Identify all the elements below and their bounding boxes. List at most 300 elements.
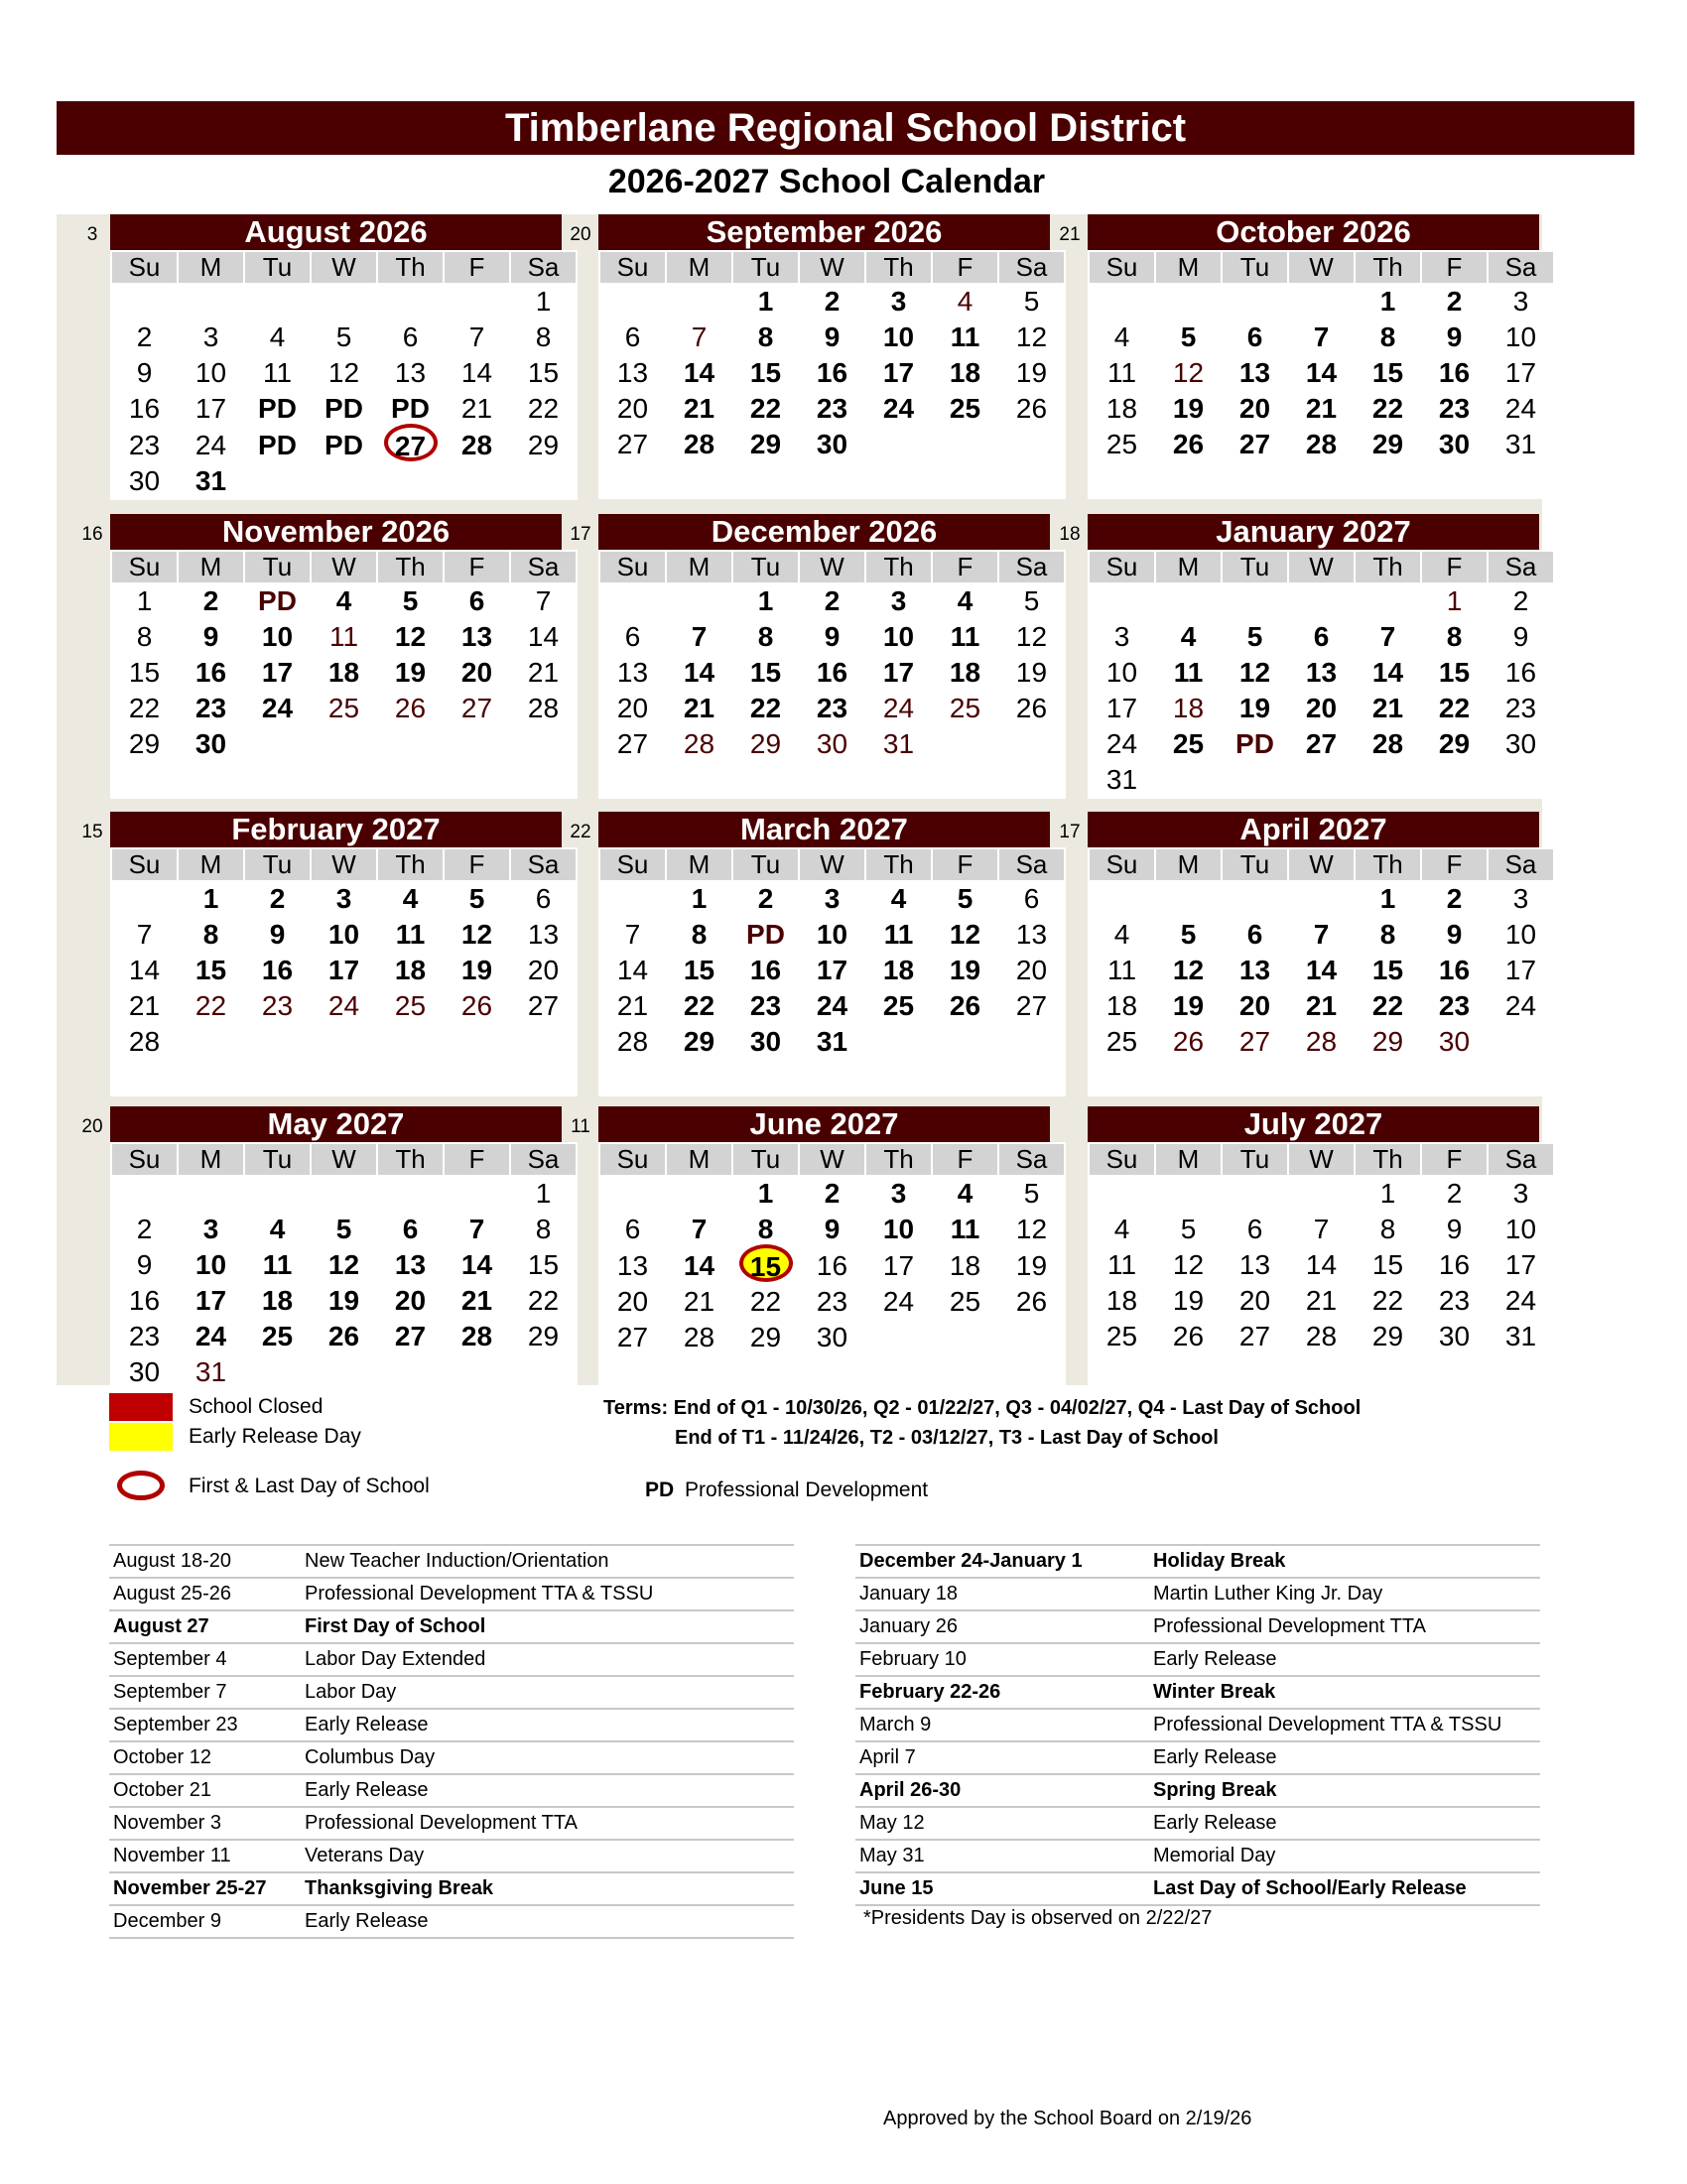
day-cell: 31 xyxy=(799,1024,865,1060)
school-closed-swatch xyxy=(109,1393,173,1421)
day-cell xyxy=(1288,462,1355,498)
event-date: February 10 xyxy=(859,1648,967,1670)
event-row xyxy=(109,1710,794,1742)
day-cell: 17 xyxy=(865,1247,932,1284)
weekday-header: Th xyxy=(377,1143,444,1176)
day-cell: 24 xyxy=(799,988,865,1024)
day-cell: 16 xyxy=(799,655,865,691)
day-cell: 26 xyxy=(998,691,1065,726)
day-cell: 9 xyxy=(1421,1212,1488,1247)
school-days-count: 22 xyxy=(570,822,591,842)
school-days-count: 17 xyxy=(570,524,591,545)
weekday-header: Tu xyxy=(732,251,799,284)
day-cell: 4 xyxy=(932,284,998,320)
day-cell: 29 xyxy=(1355,1024,1421,1060)
day-cell: 9 xyxy=(244,917,311,953)
day-cell xyxy=(1089,1176,1155,1212)
month-title: June 2027 xyxy=(598,1106,1050,1142)
day-cell: 3 xyxy=(178,1212,244,1247)
day-cell: 4 xyxy=(1155,619,1222,655)
day-cell: 9 xyxy=(799,1212,865,1247)
day-cell: 8 xyxy=(732,1212,799,1247)
day-cell: 24 xyxy=(244,691,311,726)
day-cell: 27 xyxy=(599,1320,666,1355)
weekday-header: F xyxy=(932,848,998,881)
day-cell: 22 xyxy=(510,391,577,427)
day-cell: 21 xyxy=(666,391,732,427)
day-cell: 21 xyxy=(111,988,178,1024)
day-cell: 11 xyxy=(932,1212,998,1247)
day-cell xyxy=(377,1176,444,1212)
day-cell xyxy=(599,462,666,498)
day-cell: 8 xyxy=(1355,917,1421,953)
day-cell: 11 xyxy=(244,1247,311,1283)
event-row xyxy=(109,1808,794,1841)
day-cell: 3 xyxy=(1488,881,1554,917)
day-cell: 16 xyxy=(244,953,311,988)
month-calendar xyxy=(81,514,562,799)
day-cell: 14 xyxy=(666,1247,732,1284)
day-cell xyxy=(510,1354,577,1390)
month-grid xyxy=(110,1142,578,1391)
weekday-header: F xyxy=(1421,848,1488,881)
month-title: October 2026 xyxy=(1088,214,1539,250)
day-cell: 29 xyxy=(510,427,577,463)
event-row xyxy=(855,1873,1540,1906)
weekday-header: W xyxy=(1288,1143,1355,1176)
day-cell: 8 xyxy=(732,619,799,655)
day-cell: 1 xyxy=(1355,284,1421,320)
district-title: Timberlane Regional School District xyxy=(57,101,1634,155)
day-cell: 8 xyxy=(510,1212,577,1247)
day-cell xyxy=(1355,762,1421,798)
event-label: Thanksgiving Break xyxy=(305,1877,494,1899)
event-date: February 22-26 xyxy=(859,1681,1001,1703)
day-cell xyxy=(932,1024,998,1060)
day-cell: PD xyxy=(311,427,377,463)
day-cell: 14 xyxy=(111,953,178,988)
day-cell: 12 xyxy=(998,1212,1065,1247)
event-label: Early Release xyxy=(305,1714,429,1735)
day-cell: 11 xyxy=(1155,655,1222,691)
day-cell xyxy=(865,762,932,798)
day-cell: 31 xyxy=(1488,427,1554,462)
weekday-header: Th xyxy=(865,1143,932,1176)
day-cell: 25 xyxy=(932,391,998,427)
day-cell: 25 xyxy=(244,1319,311,1354)
day-cell xyxy=(1222,1354,1288,1390)
weekday-header: M xyxy=(666,848,732,881)
terms-quarters: Terms: End of Q1 - 10/30/26, Q2 - 01/22/27, Q3 - 04/02/27, Q4 - Last Day of School xyxy=(603,1397,1362,1419)
day-cell: 28 xyxy=(444,1319,510,1354)
day-cell xyxy=(510,726,577,762)
day-cell: 5 xyxy=(998,284,1065,320)
day-cell: 13 xyxy=(444,619,510,655)
day-cell: 21 xyxy=(510,655,577,691)
event-label: Veterans Day xyxy=(305,1845,425,1866)
day-cell: 17 xyxy=(865,355,932,391)
day-cell xyxy=(998,1320,1065,1355)
weekday-header: M xyxy=(178,251,244,284)
day-cell: 20 xyxy=(1288,691,1355,726)
day-cell: 18 xyxy=(311,655,377,691)
event-label: Early Release xyxy=(1153,1812,1277,1834)
weekday-header: Sa xyxy=(998,848,1065,881)
day-cell: 7 xyxy=(599,917,666,953)
day-cell: 11 xyxy=(932,320,998,355)
day-cell xyxy=(178,762,244,798)
day-cell: 13 xyxy=(599,655,666,691)
weekday-header: Su xyxy=(111,251,178,284)
day-cell: 24 xyxy=(1488,988,1554,1024)
day-cell xyxy=(932,462,998,498)
day-cell: 12 xyxy=(932,917,998,953)
day-cell: 13 xyxy=(1222,355,1288,391)
weekday-header: Tu xyxy=(244,551,311,583)
month-grid xyxy=(598,550,1066,799)
day-cell: 14 xyxy=(444,1247,510,1283)
day-cell: 22 xyxy=(1355,391,1421,427)
day-cell: 16 xyxy=(732,953,799,988)
day-cell xyxy=(1421,462,1488,498)
first-last-label: First & Last Day of School xyxy=(189,1475,430,1497)
month-title: September 2026 xyxy=(598,214,1050,250)
day-cell xyxy=(732,462,799,498)
day-cell: 23 xyxy=(732,988,799,1024)
day-cell: 2 xyxy=(1421,1176,1488,1212)
day-cell: 11 xyxy=(1089,355,1155,391)
day-cell: 17 xyxy=(865,655,932,691)
weekday-header: Su xyxy=(599,848,666,881)
weekday-header: W xyxy=(799,1143,865,1176)
day-cell: 23 xyxy=(799,691,865,726)
event-date: April 7 xyxy=(859,1746,916,1768)
day-cell xyxy=(666,1355,732,1391)
weekday-header: W xyxy=(799,251,865,284)
weekday-header: F xyxy=(444,251,510,284)
weekday-header: W xyxy=(1288,251,1355,284)
weekday-header: Sa xyxy=(1488,551,1554,583)
day-cell xyxy=(311,762,377,798)
day-cell xyxy=(311,1354,377,1390)
day-cell: 8 xyxy=(1421,619,1488,655)
day-cell xyxy=(244,726,311,762)
day-cell: 17 xyxy=(799,953,865,988)
day-cell: 26 xyxy=(311,1319,377,1354)
day-cell: 4 xyxy=(244,320,311,355)
day-cell: 4 xyxy=(865,881,932,917)
day-cell: 18 xyxy=(932,1247,998,1284)
day-cell xyxy=(1421,1354,1488,1390)
day-cell: 21 xyxy=(1288,988,1355,1024)
event-label: Professional Development TTA xyxy=(305,1812,578,1834)
month-calendar xyxy=(1088,1106,1539,1391)
day-cell: 10 xyxy=(865,619,932,655)
weekday-header: F xyxy=(444,1143,510,1176)
day-cell xyxy=(510,1024,577,1060)
day-cell xyxy=(1155,583,1222,619)
day-cell xyxy=(1222,762,1288,798)
day-cell xyxy=(599,583,666,619)
day-cell: 19 xyxy=(1155,988,1222,1024)
day-cell xyxy=(244,1060,311,1095)
day-cell: 12 xyxy=(1222,655,1288,691)
events-list-left xyxy=(109,1544,794,1939)
day-cell: 18 xyxy=(244,1283,311,1319)
day-cell: 7 xyxy=(444,320,510,355)
day-cell: 17 xyxy=(1089,691,1155,726)
event-label: Last Day of School/Early Release xyxy=(1153,1877,1467,1899)
day-cell: 19 xyxy=(998,655,1065,691)
day-cell: 19 xyxy=(377,655,444,691)
day-cell xyxy=(998,1060,1065,1095)
month-calendar xyxy=(81,1106,562,1391)
day-cell: 5 xyxy=(998,1176,1065,1212)
day-cell: 19 xyxy=(1155,1283,1222,1319)
day-cell: 2 xyxy=(799,1176,865,1212)
day-cell: 13 xyxy=(377,1247,444,1283)
day-cell xyxy=(1288,881,1355,917)
day-cell: 11 xyxy=(1089,953,1155,988)
day-cell: 24 xyxy=(1488,391,1554,427)
day-cell: 24 xyxy=(865,391,932,427)
event-date: November 25-27 xyxy=(113,1877,267,1899)
day-cell: 5 xyxy=(1155,917,1222,953)
day-cell: 6 xyxy=(444,583,510,619)
day-cell xyxy=(244,1354,311,1390)
day-cell: 24 xyxy=(865,691,932,726)
day-cell: 8 xyxy=(178,917,244,953)
month-grid xyxy=(110,250,578,500)
day-cell: 1 xyxy=(1421,583,1488,619)
day-cell xyxy=(111,1060,178,1095)
day-cell xyxy=(1288,284,1355,320)
day-cell: 15 xyxy=(732,355,799,391)
event-row xyxy=(855,1775,1540,1808)
weekday-header: F xyxy=(1421,1143,1488,1176)
weekday-header: M xyxy=(178,1143,244,1176)
event-row xyxy=(855,1611,1540,1644)
weekday-header: Th xyxy=(865,551,932,583)
day-cell xyxy=(1288,1176,1355,1212)
day-cell: 19 xyxy=(1155,391,1222,427)
month-calendar xyxy=(570,812,1050,1096)
day-cell: 11 xyxy=(311,619,377,655)
day-cell: 12 xyxy=(1155,1247,1222,1283)
month-title: July 2027 xyxy=(1088,1106,1539,1142)
day-cell xyxy=(444,463,510,499)
day-cell: 14 xyxy=(599,953,666,988)
day-cell xyxy=(666,1060,732,1095)
event-row xyxy=(855,1841,1540,1873)
day-cell: 1 xyxy=(111,583,178,619)
day-cell: 7 xyxy=(1288,1212,1355,1247)
weekday-header: F xyxy=(1421,251,1488,284)
day-cell xyxy=(1421,762,1488,798)
day-cell: 10 xyxy=(178,355,244,391)
day-cell: 17 xyxy=(244,655,311,691)
day-cell xyxy=(1222,462,1288,498)
weekday-header: Su xyxy=(599,1143,666,1176)
day-cell: 16 xyxy=(799,1247,865,1284)
day-cell: 17 xyxy=(1488,355,1554,391)
event-row xyxy=(109,1841,794,1873)
day-cell: 21 xyxy=(599,988,666,1024)
day-cell xyxy=(444,1024,510,1060)
weekday-header: M xyxy=(1155,251,1222,284)
event-date: May 31 xyxy=(859,1845,925,1866)
day-cell xyxy=(244,284,311,320)
day-cell: 9 xyxy=(799,619,865,655)
day-cell: 6 xyxy=(510,881,577,917)
day-cell: 16 xyxy=(178,655,244,691)
day-cell: 24 xyxy=(1089,726,1155,762)
day-cell: 15 xyxy=(1355,355,1421,391)
school-days-count: 21 xyxy=(1059,224,1081,245)
day-cell xyxy=(1355,583,1421,619)
day-cell: 23 xyxy=(111,427,178,463)
event-date: September 23 xyxy=(113,1714,238,1735)
day-cell xyxy=(244,463,311,499)
weekday-header: Sa xyxy=(1488,848,1554,881)
day-cell: 1 xyxy=(732,1176,799,1212)
day-cell: 22 xyxy=(732,391,799,427)
month-grid xyxy=(1088,550,1555,799)
day-cell: 23 xyxy=(1421,1283,1488,1319)
day-cell: 12 xyxy=(998,619,1065,655)
month-title: April 2027 xyxy=(1088,812,1539,847)
school-days-count: 20 xyxy=(81,1116,103,1137)
day-cell: 25 xyxy=(1155,726,1222,762)
event-label: Martin Luther King Jr. Day xyxy=(1153,1583,1383,1605)
day-cell: 26 xyxy=(377,691,444,726)
weekday-header: Tu xyxy=(244,1143,311,1176)
day-cell xyxy=(666,762,732,798)
day-cell: 9 xyxy=(799,320,865,355)
weekday-header: Th xyxy=(377,848,444,881)
day-cell: 27 xyxy=(377,1319,444,1354)
day-cell: 10 xyxy=(1488,1212,1554,1247)
day-cell: 13 xyxy=(998,917,1065,953)
day-cell: 28 xyxy=(444,427,510,463)
day-cell xyxy=(1355,1060,1421,1095)
day-cell: 5 xyxy=(932,881,998,917)
day-cell: 28 xyxy=(666,1320,732,1355)
day-cell xyxy=(932,1060,998,1095)
day-cell: 6 xyxy=(1222,917,1288,953)
day-cell: 24 xyxy=(1488,1283,1554,1319)
event-date: August 27 xyxy=(113,1615,209,1637)
day-cell: 16 xyxy=(111,1283,178,1319)
day-cell: 31 xyxy=(865,726,932,762)
day-cell xyxy=(666,583,732,619)
day-cell: 14 xyxy=(1288,1247,1355,1283)
day-cell: 2 xyxy=(799,583,865,619)
day-cell: 13 xyxy=(599,355,666,391)
school-days-count: 15 xyxy=(81,822,103,842)
calendar-subtitle: 2026-2027 School Calendar xyxy=(607,163,1046,200)
day-cell: 29 xyxy=(732,427,799,462)
day-cell: 28 xyxy=(1288,1319,1355,1354)
day-cell: 3 xyxy=(865,1176,932,1212)
day-cell: 8 xyxy=(732,320,799,355)
month-title: January 2027 xyxy=(1088,514,1539,550)
day-cell xyxy=(865,462,932,498)
event-label: First Day of School xyxy=(305,1615,486,1637)
day-cell: 5 xyxy=(1155,320,1222,355)
day-cell: 21 xyxy=(1288,1283,1355,1319)
weekday-header: Sa xyxy=(510,848,577,881)
weekday-header: W xyxy=(311,1143,377,1176)
day-cell xyxy=(932,1355,998,1391)
day-cell: 2 xyxy=(732,881,799,917)
day-cell: 25 xyxy=(1089,1319,1155,1354)
day-cell xyxy=(510,762,577,798)
day-cell xyxy=(1488,1024,1554,1060)
month-grid xyxy=(1088,250,1555,499)
day-cell: 30 xyxy=(178,726,244,762)
event-label: Professional Development TTA xyxy=(1153,1615,1426,1637)
weekday-header: Su xyxy=(111,551,178,583)
day-cell: 17 xyxy=(311,953,377,988)
day-cell: 5 xyxy=(311,320,377,355)
event-row xyxy=(109,1677,794,1710)
day-cell xyxy=(599,881,666,917)
day-cell xyxy=(444,1176,510,1212)
day-cell: 5 xyxy=(377,583,444,619)
day-cell: 5 xyxy=(1155,1212,1222,1247)
weekday-header: M xyxy=(1155,1143,1222,1176)
day-cell: 4 xyxy=(1089,320,1155,355)
weekday-header: Tu xyxy=(732,1143,799,1176)
month-title: December 2026 xyxy=(598,514,1050,550)
weekday-header: Th xyxy=(377,551,444,583)
day-cell: 6 xyxy=(599,619,666,655)
early-release-label: Early Release Day xyxy=(189,1425,361,1448)
school-days-count: 11 xyxy=(571,1116,590,1137)
day-cell xyxy=(799,1060,865,1095)
day-cell: 26 xyxy=(1155,1319,1222,1354)
day-cell: 7 xyxy=(510,583,577,619)
day-cell: 16 xyxy=(799,355,865,391)
month-calendar xyxy=(1059,514,1539,799)
day-cell xyxy=(311,726,377,762)
event-date: September 4 xyxy=(113,1648,227,1670)
day-cell xyxy=(377,463,444,499)
event-label: Labor Day xyxy=(305,1681,397,1703)
event-row xyxy=(109,1906,794,1939)
day-cell: 27 xyxy=(599,427,666,462)
day-cell xyxy=(998,762,1065,798)
event-date: June 15 xyxy=(859,1877,934,1899)
day-cell xyxy=(178,284,244,320)
day-cell xyxy=(111,762,178,798)
day-cell xyxy=(111,284,178,320)
day-cell: 17 xyxy=(178,1283,244,1319)
day-cell: 6 xyxy=(1288,619,1355,655)
day-cell: 22 xyxy=(111,691,178,726)
day-cell: 25 xyxy=(932,691,998,726)
day-cell: 18 xyxy=(1155,691,1222,726)
month-grid xyxy=(1088,847,1555,1096)
day-cell: 28 xyxy=(666,726,732,762)
day-cell xyxy=(865,427,932,462)
approval-note: Approved by the School Board on 2/19/26 xyxy=(883,2108,1252,2129)
weekday-header: Sa xyxy=(510,251,577,284)
day-cell: PD xyxy=(311,391,377,427)
day-cell: 6 xyxy=(1222,1212,1288,1247)
day-cell: 9 xyxy=(1488,619,1554,655)
